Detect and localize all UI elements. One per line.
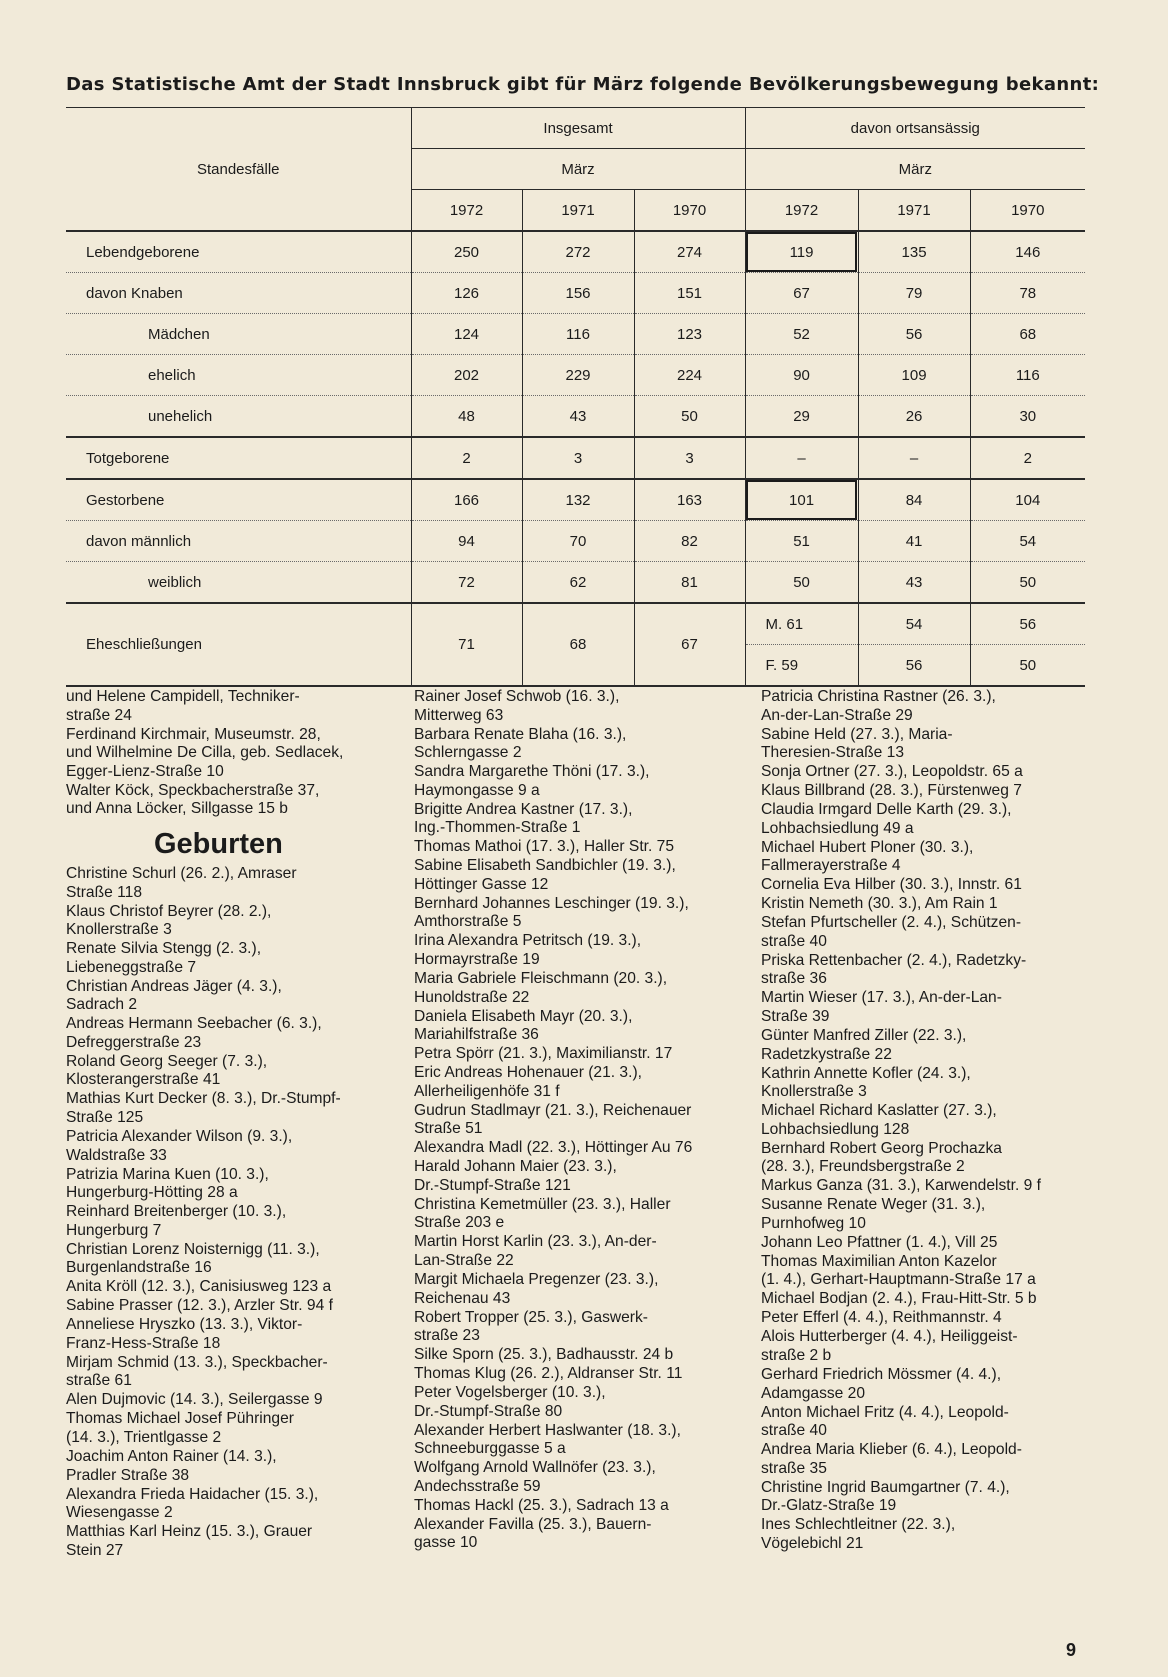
table-cell: 94 <box>411 521 522 562</box>
table-cell: 68 <box>970 314 1085 355</box>
list-item: Alexander Herbert Haslwanter (18. 3.), Schneeburggasse 5 a <box>414 1421 681 1458</box>
table-row <box>66 314 1085 355</box>
table-cell: 50 <box>634 396 745 438</box>
table-row-marriages <box>66 603 1085 645</box>
table-cell: 43 <box>858 562 970 604</box>
header-standesfaelle: Standesfälle <box>66 108 411 232</box>
table-cell: 123 <box>634 314 745 355</box>
row-label: weiblich <box>66 562 411 604</box>
list-item: Eric Andreas Hohenauer (21. 3.), Allerheiligenhöfe 31 f <box>414 1064 642 1100</box>
list-item: Andrea Maria Klieber (6. 4.), Leopold- straße 35 <box>761 1441 1022 1477</box>
page-headline: Das Statistische Amt der Stadt Innsbruck gibt für März folgende Bevölkerungsbewegung bekannt: <box>66 74 1100 95</box>
list-item: Johann Leo Pfattner (1. 4.), Vill 25 <box>761 1233 998 1251</box>
table-cell: 70 <box>522 521 634 562</box>
list-item: Daniela Elisabeth Mayr (20. 3.), Mariahilfstraße 36 <box>414 1007 633 1044</box>
table-cell: 67 <box>634 603 745 686</box>
list-item: Claudia Irmgard Delle Karth (29. 3.), Lohbachsiedlung 49 a <box>761 801 1012 837</box>
table-cell: 26 <box>858 396 970 438</box>
header-year: 1972 <box>745 190 858 232</box>
row-label: Lebendgeborene <box>66 231 411 273</box>
list-item: Bernhard Robert Georg Prochazka (28. 3.), Freundsbergstraße 2 <box>761 1139 1002 1176</box>
table-cell: 78 <box>970 273 1085 314</box>
table-row <box>66 521 1085 562</box>
list-item: Cornelia Eva Hilber (30. 3.), Innstr. 61 <box>761 876 1022 894</box>
list-item: Bernhard Johannes Leschinger (19. 3.), Amthorstraße 5 <box>414 894 689 931</box>
table-cell: 81 <box>634 562 745 604</box>
table-cell: 116 <box>522 314 634 355</box>
row-label: davon Knaben <box>66 273 411 314</box>
table-cell: 2 <box>411 437 522 479</box>
table-cell: 229 <box>522 355 634 396</box>
row-label: ehelich <box>66 355 411 396</box>
list-item: Irina Alexandra Petritsch (19. 3.), Hormayrstraße 19 <box>414 932 642 969</box>
list-item: Harald Johann Maier (23. 3.), Dr.-Stumpf-Straße 121 <box>414 1158 617 1194</box>
table-cell: 50 <box>745 562 858 604</box>
table-cell: 224 <box>634 355 745 396</box>
list-item: Patricia Alexander Wilson (9. 3.), Waldstraße 33 <box>66 1127 293 1164</box>
list-item: Matthias Karl Heinz (15. 3.), Grauer Stein 27 <box>66 1523 313 1559</box>
list-item: Thomas Hackl (25. 3.), Sadrach 13 a <box>414 1496 669 1514</box>
list-item: Walter Köck, Speckbacherstraße 37, und Anna Löcker, Sillgasse 15 b <box>66 781 320 818</box>
list-item: Christian Lorenz Noisternigg (11. 3.), Burgenlandstraße 16 <box>66 1240 320 1277</box>
row-label: Mädchen <box>66 314 411 355</box>
table-cell: 52 <box>745 314 858 355</box>
table-cell: 2 <box>970 437 1085 479</box>
list-item: Christine Ingrid Baumgartner (7. 4.), Dr.-Glatz-Straße 19 <box>761 1478 1010 1515</box>
table-cell: 79 <box>858 273 970 314</box>
table-cell: 54 <box>858 603 970 645</box>
list-item: Barbara Renate Blaha (16. 3.), Schlerngasse 2 <box>414 725 627 762</box>
list-item: Mirjam Schmid (13. 3.), Speckbacher- straße 61 <box>66 1353 328 1390</box>
table-cell: 272 <box>522 231 634 273</box>
table-cell: – <box>745 437 858 479</box>
list-item: Alexandra Frieda Haidacher (15. 3.), Wiesengasse 2 <box>66 1485 319 1522</box>
table-row <box>66 355 1085 396</box>
list-item: Margit Michaela Pregenzer (23. 3.), Reichenau 43 <box>414 1271 659 1307</box>
table-cell: 132 <box>522 479 634 521</box>
population-statistics-table <box>66 107 1085 687</box>
list-item: Klaus Billbrand (28. 3.), Fürstenweg 7 <box>761 782 1022 800</box>
table-cell: 50 <box>970 562 1085 604</box>
list-item: Stefan Pfurtscheller (2. 4.), Schützen- straße 40 <box>761 914 1022 950</box>
list-item: Klaus Christof Beyrer (28. 2.), Knollerstraße 3 <box>66 902 272 939</box>
header-insgesamt: Insgesamt <box>411 108 745 149</box>
list-item: Reinhard Breitenberger (10. 3.), Hungerburg 7 <box>66 1203 287 1239</box>
table-cell: 54 <box>970 521 1085 562</box>
list-item: Petra Spörr (21. 3.), Maximilianstr. 17 <box>414 1045 673 1063</box>
marriage-female-cell: F. 59 <box>745 645 858 687</box>
list-item: Christina Kemetmüller (23. 3.), Haller Straße 203 e <box>414 1195 671 1232</box>
list-item: Roland Georg Seeger (7. 3.), Klosterangerstraße 41 <box>66 1052 268 1089</box>
list-item: Silke Sporn (25. 3.), Badhausstr. 24 b <box>414 1346 674 1364</box>
list-item: Michael Hubert Ploner (30. 3.), Fallmerayerstraße 4 <box>761 838 974 875</box>
table-cell: 156 <box>522 273 634 314</box>
list-item: Michael Richard Kaslatter (27. 3.), Lohbachsiedlung 128 <box>761 1102 997 1138</box>
header-year: 1972 <box>411 190 522 232</box>
list-item: Joachim Anton Rainer (14. 3.), Pradler Straße 38 <box>66 1447 277 1484</box>
list-item: Alen Dujmovic (14. 3.), Seilergasse 9 <box>66 1391 323 1409</box>
list-item: Michael Bodjan (2. 4.), Frau-Hitt-Str. 5 b <box>761 1290 1037 1308</box>
list-item: Christian Andreas Jäger (4. 3.), Sadrach 2 <box>66 977 282 1014</box>
table-cell: 68 <box>522 603 634 686</box>
list-item: Günter Manfred Ziller (22. 3.), Radetzkystraße 22 <box>761 1026 967 1063</box>
list-item: Robert Tropper (25. 3.), Gaswerk- straße 23 <box>414 1308 648 1345</box>
table-cell: 84 <box>858 479 970 521</box>
table-cell: 56 <box>970 603 1085 645</box>
header-year: 1970 <box>970 190 1085 232</box>
table-cell: 48 <box>411 396 522 438</box>
list-item: Sabine Elisabeth Sandbichler (19. 3.), Höttinger Gasse 12 <box>414 857 676 893</box>
list-item: Thomas Maximilian Anton Kazelor (1. 4.), Gerhart-Hauptmann-Straße 17 a <box>761 1252 1036 1289</box>
list-item: Alexander Favilla (25. 3.), Bauern- gasse 10 <box>414 1515 652 1552</box>
table-cell: 104 <box>970 479 1085 521</box>
row-label: davon männlich <box>66 521 411 562</box>
list-item: Andreas Hermann Seebacher (6. 3.), Defreggerstraße 23 <box>66 1015 322 1051</box>
marriage-male-cell: M. 61 <box>745 603 858 645</box>
list-item: Rainer Josef Schwob (16. 3.), Mitterweg 63 <box>414 688 620 724</box>
list-item: Anton Michael Fritz (4. 4.), Leopold- straße 40 <box>761 1403 1009 1440</box>
table-row <box>66 231 1085 273</box>
header-ortsansaessig: davon ortsansässig <box>745 108 1085 149</box>
table-cell: 163 <box>634 479 745 521</box>
header-year: 1971 <box>858 190 970 232</box>
list-item: Alexandra Madl (22. 3.), Höttinger Au 76 <box>414 1139 693 1157</box>
text-column-3 <box>761 688 1096 1554</box>
table-cell: 166 <box>411 479 522 521</box>
list-item: Alois Hutterberger (4. 4.), Heiliggeist- straße 2 b <box>761 1328 1018 1364</box>
list-item: Peter Vogelsberger (10. 3.), Dr.-Stumpf-Straße 80 <box>414 1384 606 1420</box>
table-cell-highlighted: 119 <box>745 231 858 273</box>
list-item: Kristin Nemeth (30. 3.), Am Rain 1 <box>761 895 998 913</box>
text-column-1 <box>66 688 386 1561</box>
list-item: Gudrun Stadlmayr (21. 3.), Reichenauer Straße 51 <box>414 1101 692 1138</box>
list-item: Sandra Margarethe Thöni (17. 3.), Haymongasse 9 a <box>414 763 650 799</box>
header-year: 1971 <box>522 190 634 232</box>
list-item: Gerhard Friedrich Mössmer (4. 4.), Adamgasse 20 <box>761 1365 1002 1402</box>
row-label: Gestorbene <box>66 479 411 521</box>
table-cell: 56 <box>858 314 970 355</box>
table-row <box>66 437 1085 479</box>
section-heading-geburten: Geburten <box>154 827 283 860</box>
table-cell: 90 <box>745 355 858 396</box>
table-cell: 56 <box>858 645 970 687</box>
list-item: Patricia Christina Rastner (26. 3.), An-der-Lan-Straße 29 <box>761 688 996 724</box>
table-cell: 3 <box>634 437 745 479</box>
page-number: 9 <box>1066 1640 1077 1660</box>
list-item: Sabine Held (27. 3.), Maria- Theresien-Straße 13 <box>761 725 953 762</box>
birth-list <box>66 865 386 1560</box>
list-item: Anita Kröll (12. 3.), Canisiusweg 123 a <box>66 1278 332 1296</box>
list-item: Ferdinand Kirchmair, Museumstr. 28, und Wilhelmine De Cilla, geb. Sedlacek, Egger-Lienz-Straße 10 <box>66 725 344 780</box>
table-row <box>66 562 1085 604</box>
list-item: Sonja Ortner (27. 3.), Leopoldstr. 65 a <box>761 763 1023 781</box>
list-item: Martin Wieser (17. 3.), An-der-Lan- Straße 39 <box>761 989 1002 1025</box>
list-item: Wolfgang Arnold Wallnöfer (23. 3.), Andechsstraße 59 <box>414 1459 656 1495</box>
table-row <box>66 479 1085 521</box>
table-cell: 62 <box>522 562 634 604</box>
table-cell: 202 <box>411 355 522 396</box>
header-month-ortsansaessig: März <box>745 149 1085 190</box>
list-item: Thomas Mathoi (17. 3.), Haller Str. 75 <box>414 838 674 856</box>
list-item: Thomas Michael Josef Pühringer (14. 3.), Trientlgasse 2 <box>66 1410 294 1446</box>
row-label: unehelich <box>66 396 411 438</box>
list-item: Thomas Klug (26. 2.), Aldranser Str. 11 <box>414 1365 683 1383</box>
table-cell: 146 <box>970 231 1085 273</box>
table-cell: 43 <box>522 396 634 438</box>
list-item: Priska Rettenbacher (2. 4.), Radetzky- straße 36 <box>761 951 1027 988</box>
list-item: Ines Schlechtleitner (22. 3.), Vögelebichl 21 <box>761 1516 956 1552</box>
table-cell: 135 <box>858 231 970 273</box>
table-cell: 274 <box>634 231 745 273</box>
table-cell: 124 <box>411 314 522 355</box>
table-cell: 151 <box>634 273 745 314</box>
header-month-insgesamt: März <box>411 149 745 190</box>
table-cell: – <box>858 437 970 479</box>
list-item: Patrizia Marina Kuen (10. 3.), Hungerburg-Hötting 28 a <box>66 1165 269 1202</box>
list-item: Kathrin Annette Kofler (24. 3.), Knollerstraße 3 <box>761 1064 971 1101</box>
list-item: Brigitte Andrea Kastner (17. 3.), Ing.-Thommen-Straße 1 <box>414 800 633 837</box>
table-cell-highlighted: 101 <box>745 479 858 521</box>
header-year: 1970 <box>634 190 745 232</box>
list-item: Peter Efferl (4. 4.), Reithmannstr. 4 <box>761 1309 1002 1327</box>
table-cell: 50 <box>970 645 1085 687</box>
table-cell: 67 <box>745 273 858 314</box>
table-cell: 250 <box>411 231 522 273</box>
table-cell: 72 <box>411 562 522 604</box>
list-item: Martin Horst Karlin (23. 3.), An-der- Lan-Straße 22 <box>414 1233 657 1270</box>
list-item: Renate Silvia Stengg (2. 3.), Liebeneggstraße 7 <box>66 940 262 976</box>
text-column-2 <box>414 688 744 1553</box>
table-cell: 71 <box>411 603 522 686</box>
list-item: Maria Gabriele Fleischmann (20. 3.), Hunoldstraße 22 <box>414 970 668 1006</box>
table-row <box>66 273 1085 314</box>
table-cell: 116 <box>970 355 1085 396</box>
list-item: Mathias Kurt Decker (8. 3.), Dr.-Stumpf- Straße 125 <box>66 1090 341 1126</box>
list-item: Markus Ganza (31. 3.), Karwendelstr. 9 f <box>761 1177 1041 1195</box>
table-cell: 30 <box>970 396 1085 438</box>
list-item: Susanne Renate Weger (31. 3.), Purnhofweg 10 <box>761 1196 986 1232</box>
row-label: Totgeborene <box>66 437 411 479</box>
table-cell: 82 <box>634 521 745 562</box>
list-item: Anneliese Hryszko (13. 3.), Viktor- Franz-Hess-Straße 18 <box>66 1316 303 1352</box>
marriage-list-continued <box>66 688 386 819</box>
list-item: Christine Schurl (26. 2.), Amraser Straße 118 <box>66 864 297 901</box>
table-cell: 126 <box>411 273 522 314</box>
table-cell: 109 <box>858 355 970 396</box>
list-item: Sabine Prasser (12. 3.), Arzler Str. 94 f <box>66 1297 333 1315</box>
table-cell: 41 <box>858 521 970 562</box>
table-cell: 51 <box>745 521 858 562</box>
table-row <box>66 396 1085 438</box>
list-item: und Helene Campidell, Techniker- straße 24 <box>66 688 300 724</box>
table-cell: 29 <box>745 396 858 438</box>
table-cell: 3 <box>522 437 634 479</box>
row-label: Eheschließungen <box>66 603 411 686</box>
